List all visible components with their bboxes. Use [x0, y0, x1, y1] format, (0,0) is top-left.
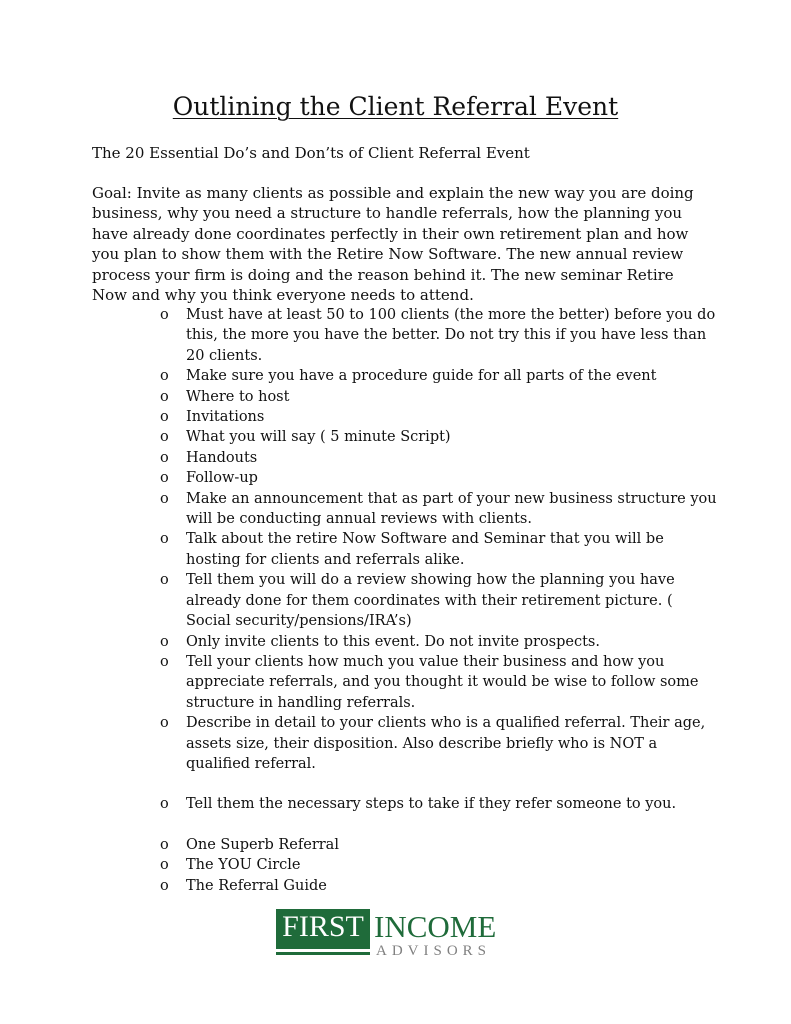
list-item-text: Tell them the necessary steps to take if they refer someone to you. [186, 796, 677, 813]
list-item-text: Describe in detail to your clients who is a qualified referral. Their age, assets size, their disposition. Also describe briefly who is NOT a qualified referral. [186, 715, 706, 772]
logo-first-block: FIRST [276, 909, 370, 955]
list-item [160, 570, 720, 631]
list-item-text: Make sure you have a procedure guide for all parts of the event [186, 368, 657, 385]
list-item-text: Make an announcement that as part of your new business structure you will be conducting annual reviews with clients. [186, 490, 717, 528]
list-item-text: Invitations [186, 409, 265, 426]
bullet-icon: o [160, 388, 169, 405]
bullet-icon: o [160, 633, 169, 650]
list-item [160, 632, 720, 652]
list-item-text: Must have at least 50 to 100 clients (the more the better) before you do this, the more you have the better. Do not try this if you have less than 20 clients. [186, 307, 716, 364]
bullet-icon: o [160, 857, 169, 874]
bullet-icon: o [160, 796, 169, 813]
list-item [160, 305, 720, 366]
logo-income-text: INCOME [374, 909, 497, 944]
bullet-icon: o [160, 572, 169, 589]
list-item [160, 876, 720, 896]
subtitle: The 20 Essential Do’s and Don’ts of Client Referral Event [92, 144, 530, 162]
list-item [160, 468, 720, 488]
list-item [160, 652, 720, 713]
list-item-text: Tell your clients how much you value their business and how you appreciate referrals, and you thought it would be wise to follow some structure in handling referrals. [186, 653, 699, 711]
list-item [160, 366, 720, 386]
list-item-text: Talk about the retire Now Software and Seminar that you will be hosting for clients and referrals alike. [186, 531, 664, 568]
bullet-icon: o [160, 368, 169, 385]
list-item-text: The Referral Guide [186, 877, 327, 894]
list-item [160, 794, 720, 814]
list-item [160, 407, 720, 427]
list-item [160, 427, 720, 447]
list-item-text: The YOU Circle [186, 857, 301, 874]
bullet-icon: o [160, 490, 169, 507]
list-item [160, 835, 720, 855]
bullet-icon: o [160, 836, 169, 853]
company-logo [276, 909, 516, 965]
bullet-icon: o [160, 653, 169, 670]
bullet-icon: o [160, 449, 169, 466]
list-item-text: Tell them you will do a review showing how the planning you have already done for them coordinates with their retirement picture. ( Social security/pensions/IRA’s) [186, 572, 675, 630]
logo-advisors-text: ADVISORS [376, 943, 492, 959]
list-item [160, 489, 720, 530]
page-title: Outlining the Client Referral Event [172, 92, 619, 121]
list-item-text: Only invite clients to this event. Do not invite prospects. [186, 633, 600, 650]
checklist [160, 305, 720, 896]
list-item [160, 713, 720, 774]
list-item-text: Handouts [186, 449, 258, 466]
list-item-text: Where to host [186, 388, 290, 405]
bullet-icon: o [160, 877, 169, 894]
list-item-text: One Superb Referral [186, 836, 339, 853]
bullet-icon: o [160, 715, 169, 732]
goal-paragraph: Goal: Invite as many clients as possible and explain the new way you are doing business, why you need a structure to handle referrals, how the planning you have already done coordinates perfectly in their own retirement plan and how you plan to show them with the Retire Now Software. The new annual review process your firm is doing and the reason behind it. The new seminar Retire Now and why you think everyone needs to attend. [92, 184, 694, 305]
bullet-icon: o [160, 429, 169, 446]
list-item [160, 529, 720, 570]
list-item-text: Follow-up [186, 470, 258, 487]
list-item [160, 448, 720, 468]
bullet-icon: o [160, 470, 169, 487]
bullet-icon: o [160, 307, 169, 323]
list-item-text: What you will say ( 5 minute Script) [186, 429, 451, 446]
bullet-icon: o [160, 531, 169, 548]
bullet-icon: o [160, 409, 169, 426]
list-item [160, 855, 720, 875]
logo-rule [276, 949, 370, 952]
list-item [160, 387, 720, 407]
